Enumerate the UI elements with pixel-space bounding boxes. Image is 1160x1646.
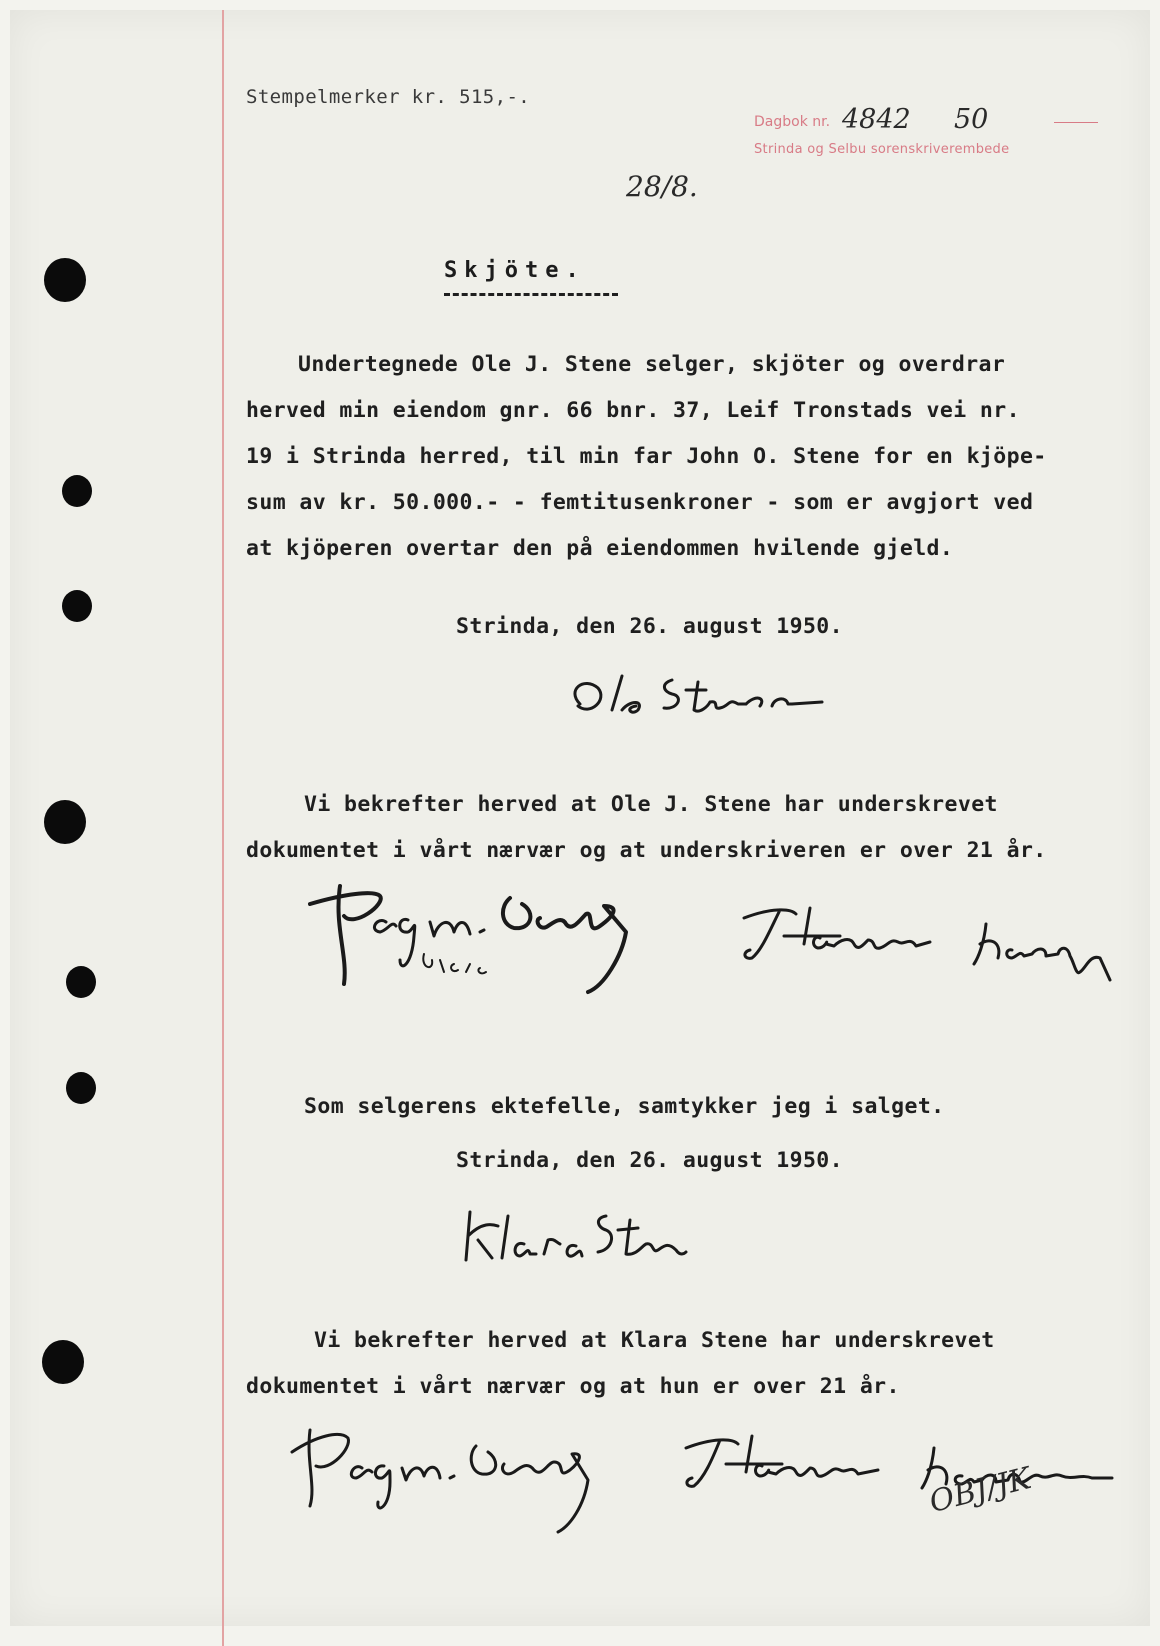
handwritten-date: 28/8. [626,170,698,203]
witness-statement-line: Vi bekrefter herved at Klara Stene har underskrevet [314,1328,995,1353]
date-line: Strinda, den 26. august 1950. [456,1148,843,1173]
date-line: Strinda, den 26. august 1950. [456,614,843,639]
witness-statement-line: Vi bekrefter herved at Ole J. Stene har underskrevet [304,792,998,817]
signature-witness-b [740,900,1140,1010]
stamp-court-name: Strinda og Selbu sorenskriverembede [754,142,1010,157]
body-line: 19 i Strinda herred, til min far John O. Stene for en kjöpe- [246,444,1047,469]
stamp-label: Dagbok nr. [754,114,831,130]
signature-spouse [458,1206,688,1276]
body-line: Undertegnede Ole J. Stene selger, skjöter og overdrar [298,352,1006,377]
witness-statement-line: dokumentet i vårt nærvær og at underskriveren er over 21 år. [246,838,1047,863]
punch-hole [62,590,92,622]
punch-hole [44,800,86,844]
body-line: herved min eiendom gnr. 66 bnr. 37, Leif Tronstads vei nr. [246,398,1020,423]
registry-stamp [754,104,1104,168]
body-line: sum av kr. 50.000.- - femtitusenkroner - som er avgjort ved [246,490,1034,515]
title-underline [444,293,618,296]
document-page [10,10,1150,1626]
document-title: Skjöte. [444,258,586,283]
signature-seller [560,670,830,730]
signature-witness-a-2 [286,1422,636,1542]
spouse-consent-line: Som selgerens ektefelle, samtykker jeg i salget. [304,1094,945,1119]
punch-hole [42,1340,84,1384]
margin-rule [222,10,224,1646]
punch-hole [66,966,96,998]
punch-hole [62,475,92,507]
punch-hole [44,258,86,302]
registry-year: 50 [954,104,989,135]
signature-witness-a [304,876,694,1026]
margin-note: OBJ/JK [926,1461,1035,1520]
signature-witness-b-2 [682,1428,1122,1508]
witness-statement-line: dokumentet i vårt nærvær og at hun er over 21 år. [246,1374,900,1399]
stamp-duty-line: Stempelmerker kr. 515,-. [246,86,531,108]
registry-number: 4842 [842,104,911,135]
body-line: at kjöperen overtar den på eiendommen hvilende gjeld. [246,536,954,561]
punch-hole [66,1072,96,1104]
